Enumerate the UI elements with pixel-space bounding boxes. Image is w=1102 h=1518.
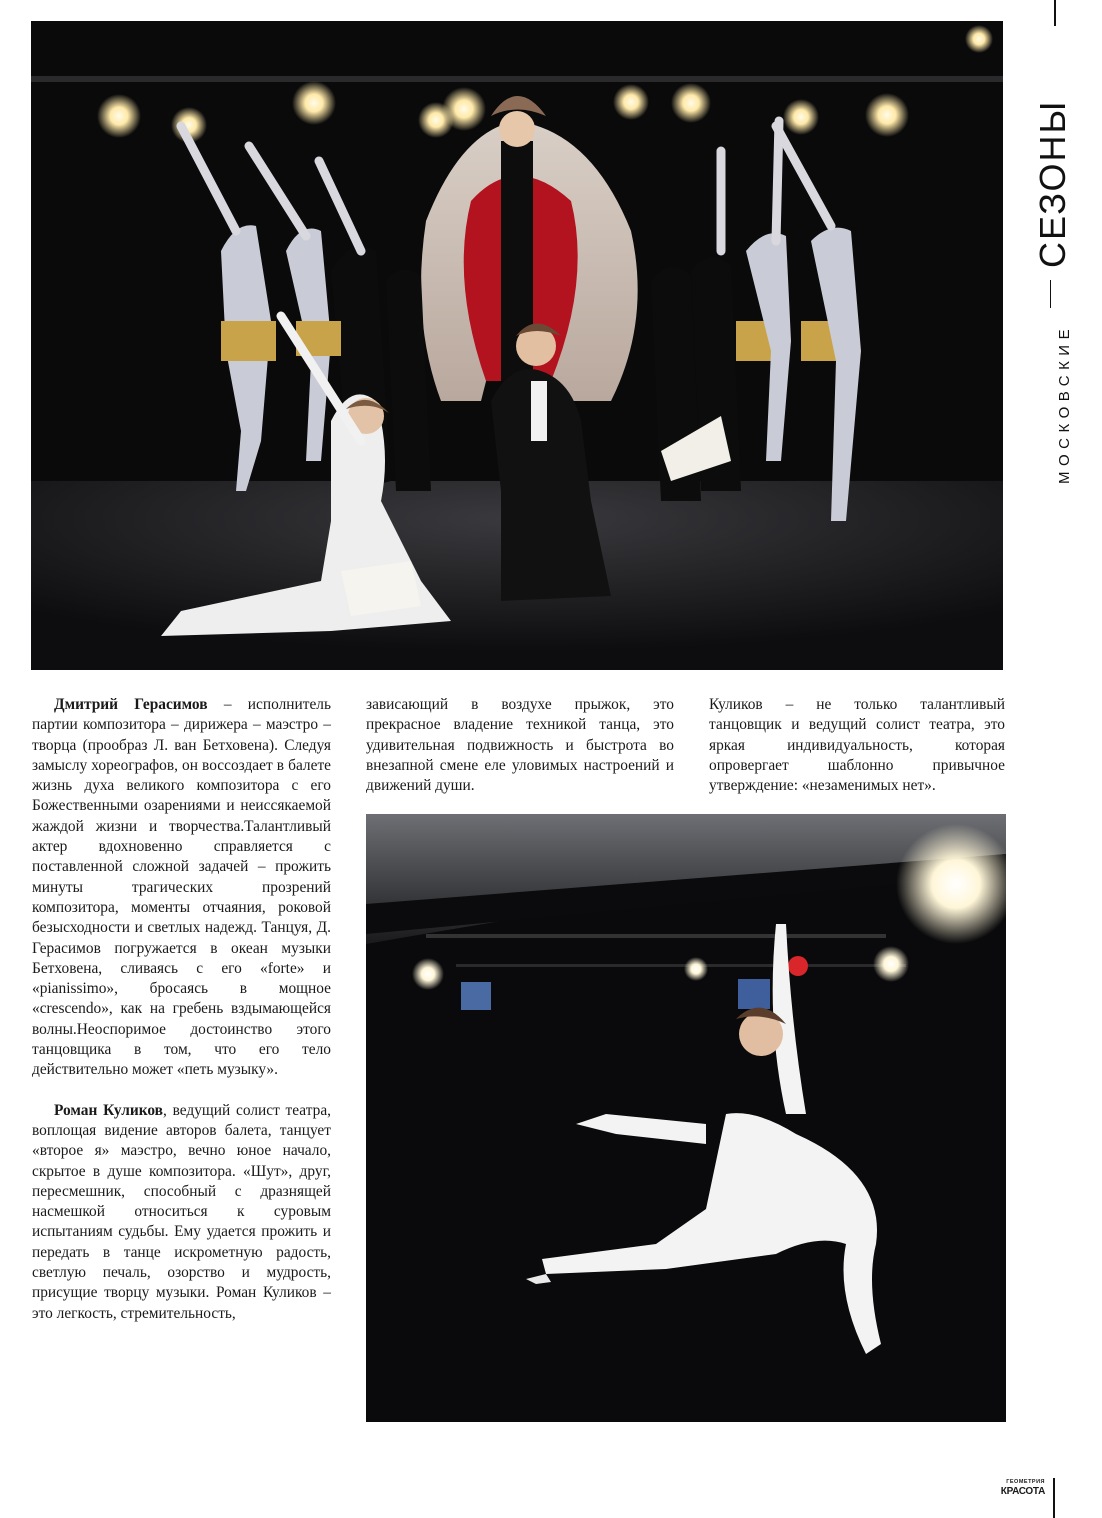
text-column-2 (366, 695, 674, 796)
text-column-1 (32, 695, 331, 1324)
dancer-name-kulikov: Роман Куликов (54, 1101, 163, 1119)
text-column-3 (709, 695, 1005, 796)
logo-bottom-word: КРАСОТА (1000, 1486, 1045, 1497)
paragraph-conclusion: Куликов – не только талантливый танцовщик и ведущий солист театра, это яркая индивидуальность, которая опровергает шаблонно привычное утверждение: «незаменимых нет». (709, 696, 1005, 795)
footer-rule (1053, 1478, 1055, 1518)
paragraph-continued: зависающий в воздухе прыжок, это прекрасное владение техникой танца, это удивительная подвижность и быстрота во внезапной смене еле уловимых настроений и движений души. (366, 696, 674, 795)
paragraph-kulikov-text: , ведущий солист театра, воплощая видение авторов балета, танцует «второе я» маэстро, вечно юное начало, скрытое в душе композитора. «Шут», друг, пересмешник, способный с дразнящей насмешкой относиться к суровым испытаниям судьбы. Ему удается прожить и передать в танце искрометную радость, светлую печаль, озорство и мудрость, присущие творцу музыки. Роман Куликов – это легкость, стремительность, (32, 1101, 332, 1322)
logo-top-word: ГЕОМЕТРИЯ (1006, 1479, 1045, 1485)
paragraph-kulikov (32, 1101, 331, 1324)
paragraph-gerasimov-text: – исполнитель партии композитора – дирижера – маэстро – творца (прообраз Л. ван Бетховена). Следуя замыслу хореографов, он воссоздает в балете жизнь духа великого композитора с его Божественными озарениями и неиссякаемой жаждой жизни и творчества.Талантливый актер вдохновенно справляется с поставленной сложной задачей – прожить минуты трагических прозрений композитора, моменты отчаяния, роковой безысходности и светлых надежд. Танцуя, Д. Герасимов погружается в океан музыки Бетховена, сливаясь с его «forte» и «pianissimo», бросаясь в мощное «crescendo», как на гребень вздымающейся волны.Неоспоримое достоинство этого танцовщика в том, что его тело действительно может «петь музыку». (32, 696, 331, 1079)
dancer-name-gerasimov: Дмитрий Герасимов (54, 696, 208, 713)
section-rubric (1012, 99, 1092, 498)
rubric-separator (1050, 280, 1051, 308)
paragraph-gerasimov (32, 695, 331, 1081)
ensemble-stage-illustration (31, 21, 1003, 670)
ensemble-stage-photo (31, 21, 1003, 670)
magazine-logo (995, 1479, 1045, 1497)
rubric-word-moscow: МОСКОВСКИЕ (1056, 323, 1073, 484)
leap-photo (366, 814, 1006, 1422)
leaping-dancer-illustration (366, 814, 1006, 1422)
rubric-top-rule (1054, 0, 1056, 26)
rubric-word-seasons: СЕЗОНЫ (1032, 99, 1073, 268)
